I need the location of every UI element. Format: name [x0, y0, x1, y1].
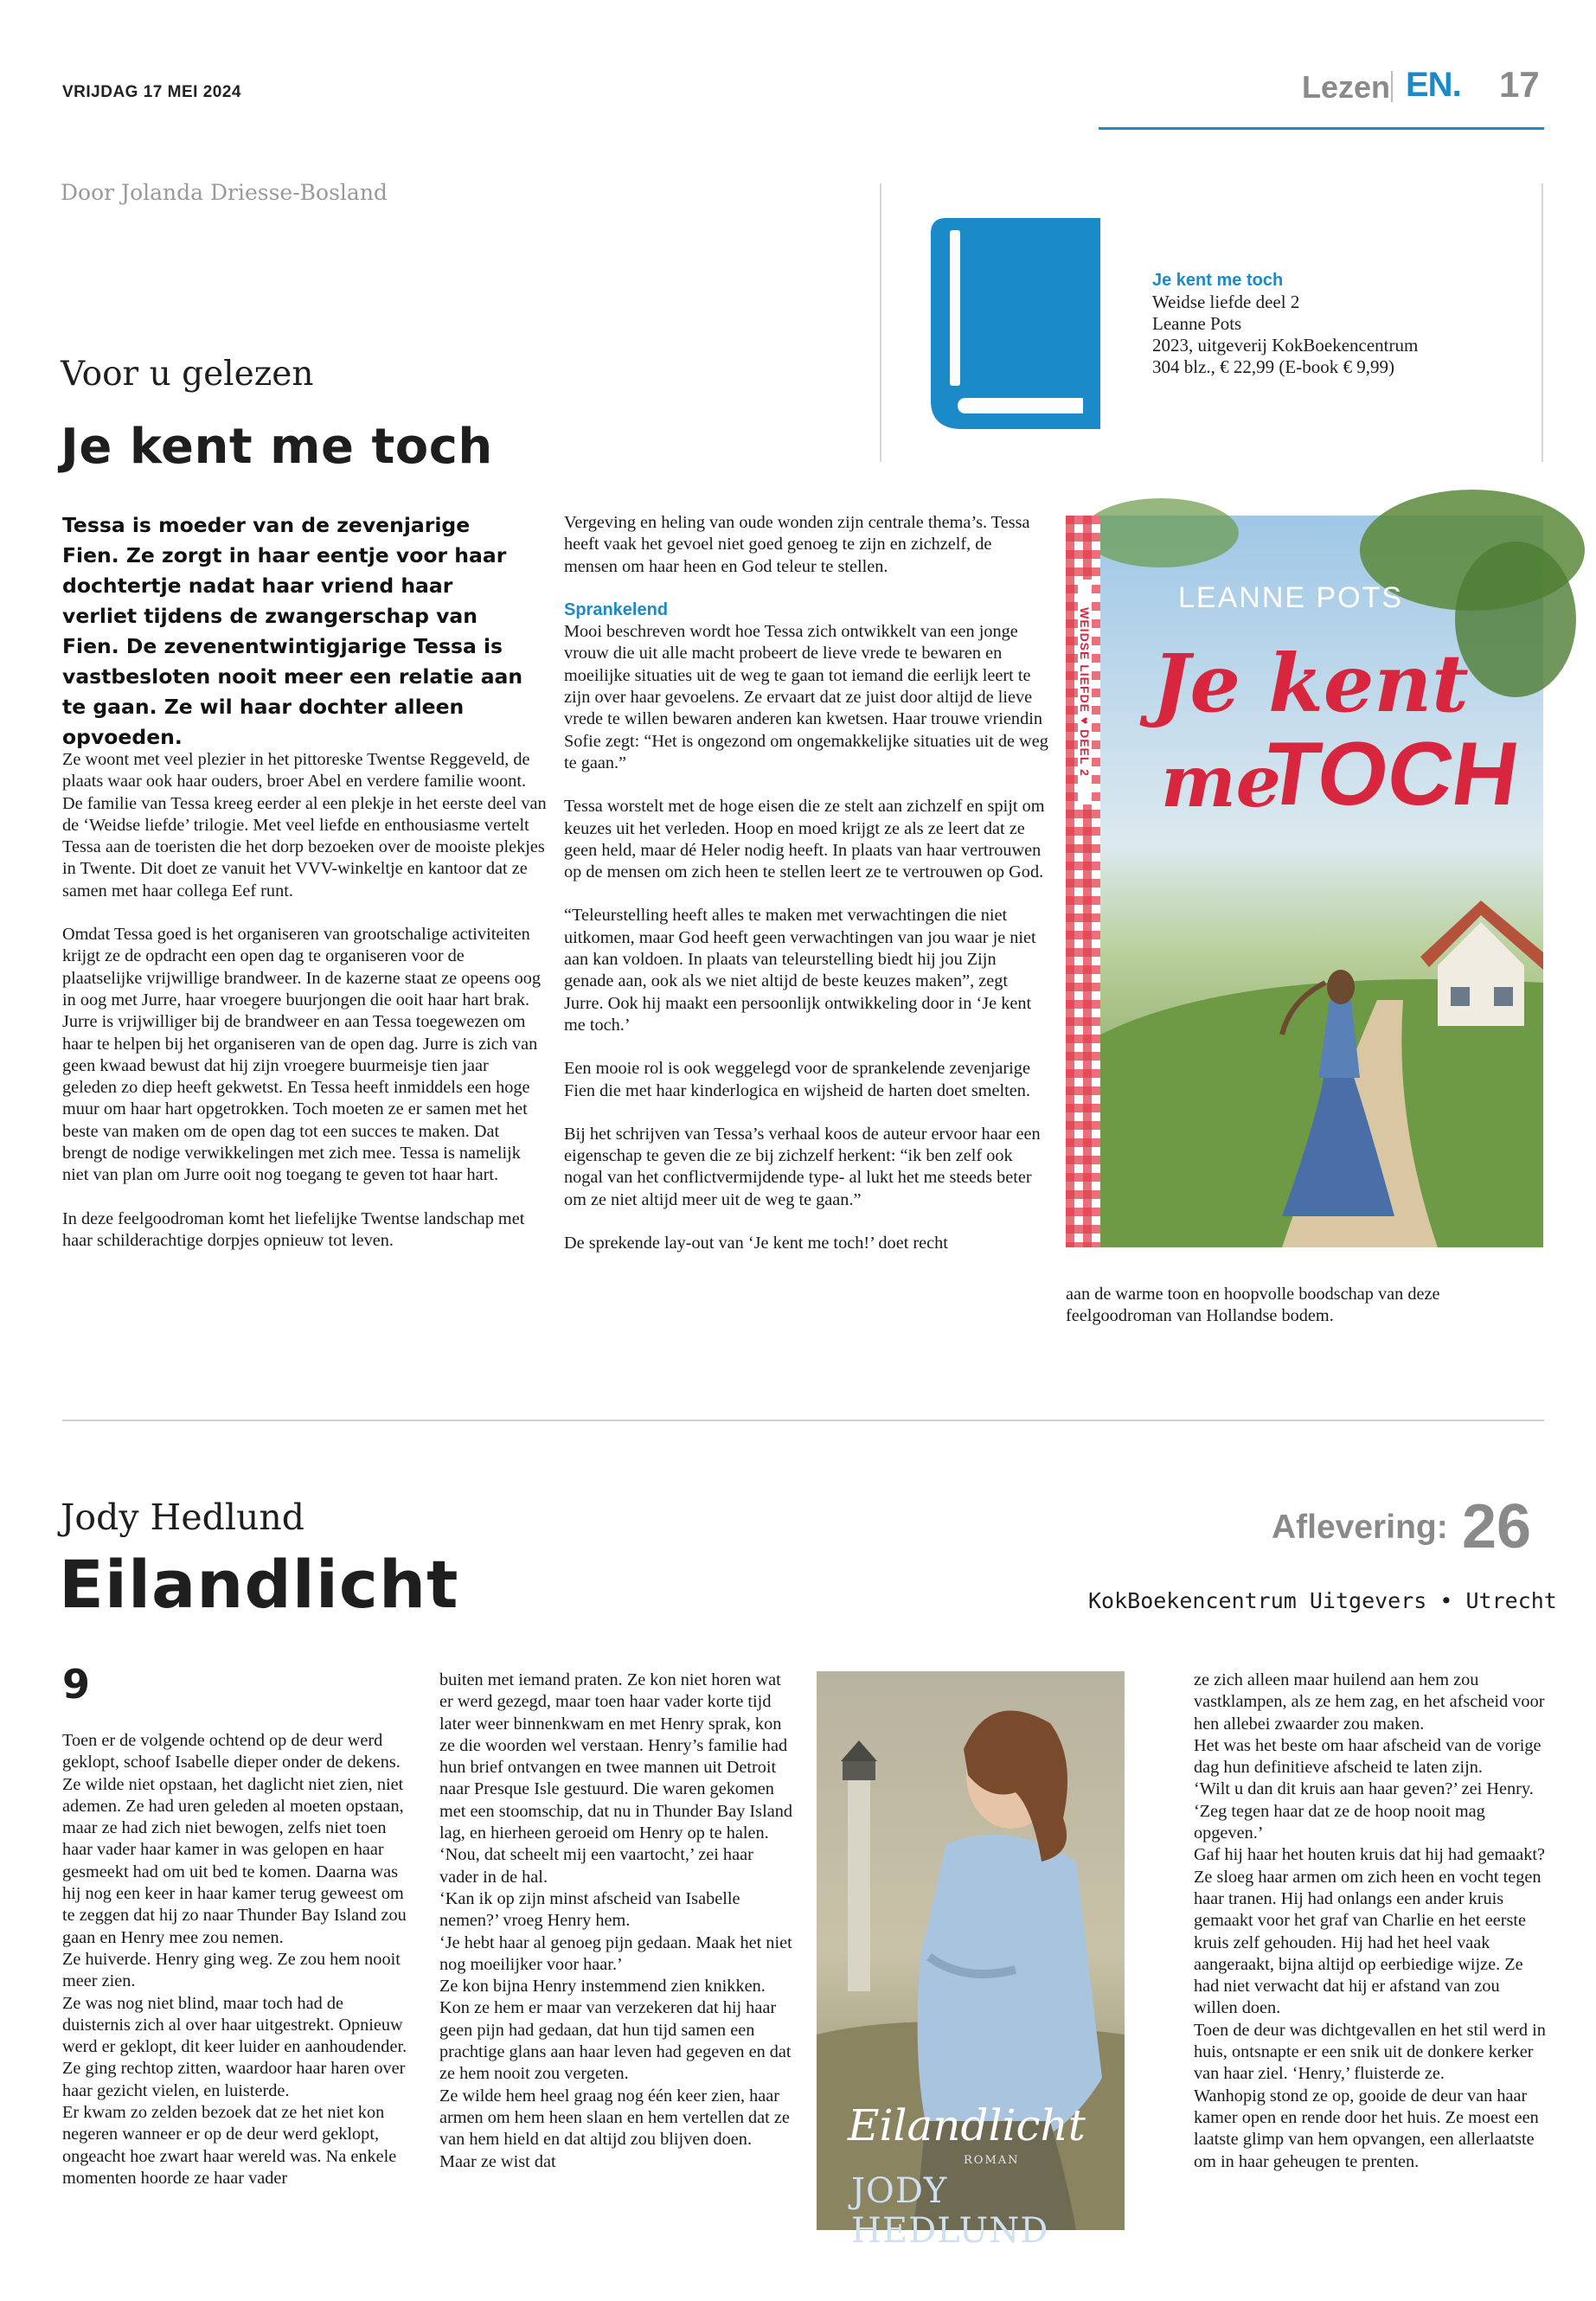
paragraph: Mooi beschreven wordt hoe Tessa zich ontwikkelt van een jonge vrouw die uit alle macht probeert de lieve vrede te bewaren en moeilijke situaties uit de weg te gaan tot iemand die eerlijk leert te zijn over haar gevoelens. Ze ervaart dat ze juist door altijd de lieve vrede te willen bewaren anderen kan kwetsen. Haar trouwe vriendin Sofie zegt: “Het is ongezond om ongemakkelijke situaties uit de weg te gaan.”: [564, 622, 1048, 772]
book-cover-je-kent-me-toch: [1066, 516, 1543, 1247]
book-info-series: Weidse liefde deel 2: [1152, 292, 1300, 312]
paragraph: ‘Kan ik op zijn minst afscheid van Isabelle nemen?’ vroeg Henry hem.: [439, 1888, 740, 1931]
episode-number: 26: [1462, 1492, 1532, 1561]
page-number: 17: [1499, 64, 1540, 105]
cover-title-line1: Je kent: [1152, 637, 1469, 730]
paragraph: Wanhopig stond ze op, gooide de deur van haar kamer open en rende door het huis. Ze moest een laatste glimp van hem opvangen, een allerlaatste om in haar geheugen te prenten.: [1194, 2086, 1539, 2171]
header-separator: [1391, 71, 1393, 102]
header-rule: [1099, 127, 1544, 130]
paragraph: Ze wilde hem heel graag nog één keer zien, haar armen om hem heen slaan en hem vertellen dat ze van hem hield en dat altijd zou blijven doen. Maar ze wist dat: [439, 2086, 790, 2171]
paragraph: Tessa worstelt met de hoge eisen die ze stelt aan zichzelf en spijt om keuzes uit het verleden. Hoop en moed krijgt ze als ze leert dat ze geen held, maar dé Heler nodig heeft. In plaats van haar vertrouwen op de mensen om zich heen te stellen leert ze te vertrouwen op God.: [564, 797, 1045, 882]
book-info-title: Je kent me toch: [1152, 271, 1284, 290]
review-column-1: [62, 749, 547, 1273]
paragraph: Het was het beste om haar afscheid van de vorige dag hun definitieve afscheid te laten zijn.: [1194, 1735, 1542, 1778]
serial-author: Jody Hedlund: [61, 1497, 304, 1538]
issue-date: VRIJDAG 17 MEI 2024: [62, 83, 241, 101]
cover-author: LEANNE POTS: [1178, 581, 1404, 614]
review-column-3-end: aan de warme toon en hoopvolle boodschap van deze feelgoodroman van Hollandse bodem.: [1066, 1285, 1440, 1326]
review-column-2: [564, 512, 1048, 1276]
paragraph: Toen er de volgende ochtend op de deur werd geklopt, schoof Isabelle dieper onder de dekens. Ze wilde niet opstaan, het daglicht niet zien, niet ademen. Ze had uren geleden al moeten opstaan, maar ze had zich niet bewogen, zelfs niet toen haar vader haar kamer in was gelopen en haar gesmeekt had om uit bed te komen. Daarna was hij nog een keer in haar kamer terug geweest om te zeggen dat hij zo naar Thunder Bay Island zou gaan en Henry mee zou nemen.: [62, 1731, 407, 1947]
paragraph: Een mooie rol is ook weggelegd voor de sprankelende zevenjarige Fien die met haar kinderlogica en wijsheid de harten doet smelten.: [564, 1059, 1030, 1100]
paragraph: ‘Wilt u dan dit kruis aan haar geven?’ zei Henry. ‘Zeg tegen haar dat ze de hoop nooit mag opgeven.’: [1194, 1779, 1534, 1843]
book-info: [1152, 270, 1418, 378]
serial-column-2: [439, 1670, 792, 2173]
paragraph: Ze huiverde. Henry ging weg. Ze zou hem nooit meer zien.: [62, 1949, 401, 1991]
review-title: Je kent me toch: [61, 419, 493, 475]
cover2-subtitle: ROMAN: [964, 2154, 1020, 2167]
cover-title-line2b: TOCH: [1257, 724, 1525, 824]
review-kicker: Voor u gelezen: [61, 355, 314, 394]
section-divider: [62, 1420, 1544, 1421]
section-label: Lezen: [1302, 69, 1391, 105]
cover2-author: JODY HEDLUND: [851, 2171, 1049, 2251]
paragraph: De sprekende lay-out van ‘Je kent me toch!’ doet recht: [564, 1234, 948, 1253]
paragraph: “Teleurstelling heeft alles te maken met verwachtingen die niet uitkomen, maar God heeft geen verwachtingen van jou waar je niet aan kan voldoen. In plaats van teleurstelling biedt hij jou Zijn genade aan, ook als we niet altijd de beste keuzes maken”, zegt Jurre. Ook hij maakt een persoonlijk ontwikkeling door in ‘Je kent me toch.’: [564, 906, 1036, 1035]
book-info-author: Leanne Pots: [1152, 313, 1242, 334]
paragraph: Ze kon bijna Henry instemmend zien knikken. Kon ze hem er maar van verzekeren dat hij haar geen pijn had gedaan, dat hun tijd samen een prachtige glans aan haar leven had gegeven en dat ze hem nooit zou vergeten.: [439, 1977, 792, 2084]
paragraph: ‘Je hebt haar al genoeg pijn gedaan. Maak het niet nog moeilijker voor haar.’: [439, 1932, 792, 1974]
column-divider-2: [1542, 183, 1543, 462]
paragraph: Gaf hij haar het houten kruis dat hij had gemaakt? Ze sloeg haar armen om zich heen en vocht tegen haar tranen. Hij had onlangs een ander kruis gemaakt voor het graf van Charlie en het eerste kruis zelf gehouden. Hij had het heel vaak aangeraakt, bijna altijd op eerbiedige wijze. Ze had niet verwacht dat hij er afstand van zou willen doen.: [1194, 1845, 1546, 2018]
paragraph: Toen de deur was dichtgevallen en het stil werd in huis, ontsnapte er een snik uit de donkere kerker van haar ziel. ‘Henry,’ fluisterde ze.: [1194, 2020, 1546, 2084]
chapter-number: 9: [62, 1661, 91, 1708]
review-subhead: Sprankelend: [564, 599, 669, 619]
book-icon: [931, 218, 1100, 429]
book-info-price: 304 blz., € 22,99 (E-book € 9,99): [1152, 356, 1394, 377]
review-byline: Door Jolanda Driesse-Bosland: [61, 180, 388, 205]
review-lead: Tessa is moeder van de zevenjarige Fien. Ze zorgt in haar eentje voor haar dochtertje nadat haar vriend haar verliet tijdens de zwangerschap van Fien. De zevenentwintigjarige Tessa is vastbesloten nooit meer een relatie aan te gaan. Ze wil haar dochter alleen opvoeden.: [62, 513, 523, 749]
cover-title-line2a: me: [1161, 740, 1281, 824]
episode-label: Aflevering:: [1272, 1509, 1448, 1546]
paragraph: Omdat Tessa goed is het organiseren van grootschalige activiteiten krijgt ze de opdracht een open dag te organiseren voor de plaatselijke vrijwillige brandweer. In de kazerne staat ze opeens oog in oog met Jurre, haar vroegere buurjongen die ooit haar hart brak. Jurre is vrijwilliger bij de brandweer en aan Tessa toegewezen om haar te helpen bij het organiseren van de open dag. Jurre is zich van geen kwaad bewust dat hij zijn vroegere buurmeisje tien jaar geleden zo diep heeft gekwetst. En Tessa heeft inmiddels een hoge muur om haar hart opgetrokken. Toch moeten ze er samen met het beste van maken om de open dag tot een succes te maken. Dat brengt de nodige verwikkelingen met zich mee. Tessa is namelijk niet van plan om Jurre ooit nog toegang te geven tot haar hart.: [62, 925, 542, 1185]
paragraph: ‘Nou, dat scheelt mij een vaartocht,’ zei haar vader in de hal.: [439, 1845, 753, 1887]
serial-column-1: [62, 1730, 413, 2189]
paragraph: In deze feelgoodroman komt het liefelijke Twentse landschap met haar schilderachtige dorpjes opnieuw tot leven.: [62, 1208, 525, 1250]
book-info-publisher: 2023, uitgeverij KokBoekencentrum: [1152, 335, 1419, 356]
cover-spine: WEIDSE LIEFDE ♥ DEEL 2: [1078, 580, 1092, 804]
serial-column-3: [1194, 1670, 1547, 2173]
book-cover-eilandlicht: [817, 1671, 1125, 2251]
serial-title: Eilandlicht: [59, 1546, 459, 1623]
newspaper-logo: EN.: [1406, 66, 1461, 104]
paragraph: Vergeving en heling van oude wonden zijn centrale thema’s. Tessa heeft vaak het gevoel niet goed genoeg te zijn en zichzelf, de mensen om haar heen en God teleur te stellen.: [564, 513, 1030, 576]
paragraph: Ze was nog niet blind, maar toch had de duisternis zich al over haar uitgestrekt. Opnieuw werd er geklopt, dit keer luider en aanhoudender. Ze ging rechtop zitten, waardoor haar haren over haar gezicht vielen, en luisterde.: [62, 1993, 407, 2100]
paragraph: Er kwam zo zelden bezoek dat ze het niet kon negeren wanneer er op de deur werd geklopt, ongeacht hoe zwart haar wereld was. Na enkele momenten hoorde ze haar vader: [62, 2103, 397, 2188]
paragraph: ze zich alleen maar huilend aan hem zou vastklampen, als ze hem zag, en het afscheid voor hen allebei zwaarder zou maken.: [1194, 1670, 1545, 1734]
paragraph: Ze woont met veel plezier in het pittoreske Twentse Reggeveld, de plaats waar ook haar ouders, broer Abel en verdere familie woont. De familie van Tessa kreeg eerder al een plekje in het eerste deel van de ‘Weidse liefde’ trilogie. Met veel liefde en enthousiasme vertelt Tessa aan de toeristen die het dorp bezoeken over de mooiste plekjes in Twente. Dit doet ze vanuit het VVV-winkeltje en kantoor dat ze samen met haar collega Eef runt.: [62, 750, 547, 901]
paragraph: Bij het schrijven van Tessa’s verhaal koos de auteur ervoor haar een eigenschap te geven die ze bij zichzelf herkent: “ik ben zelf ook nogal van het conflictvermijdende type- al lukt het me steeds beter om ze niet altijd meer uit de weg te gaan.”: [564, 1124, 1041, 1209]
cover-illustration: [1066, 516, 1543, 1247]
paragraph: buiten met iemand praten. Ze kon niet horen wat er werd gezegd, maar toen haar vader korte tijd later weer binnenkwam en met Henry sprak, kon ze die woorden wel verstaan. Henry’s familie had hun brief ontvangen en twee mannen uit Detroit naar Presque Isle gestuurd. Die waren gekomen met een stoomschip, dat nu in Thunder Bay Island lag, en hierheen geroeid om Henry op te halen.: [439, 1670, 792, 1843]
serial-publisher: KokBoekencentrum Uitgevers • Utrecht: [1088, 1588, 1557, 1613]
cover2-title: Eilandlicht: [848, 2100, 1086, 2150]
column-divider-1: [880, 183, 881, 462]
